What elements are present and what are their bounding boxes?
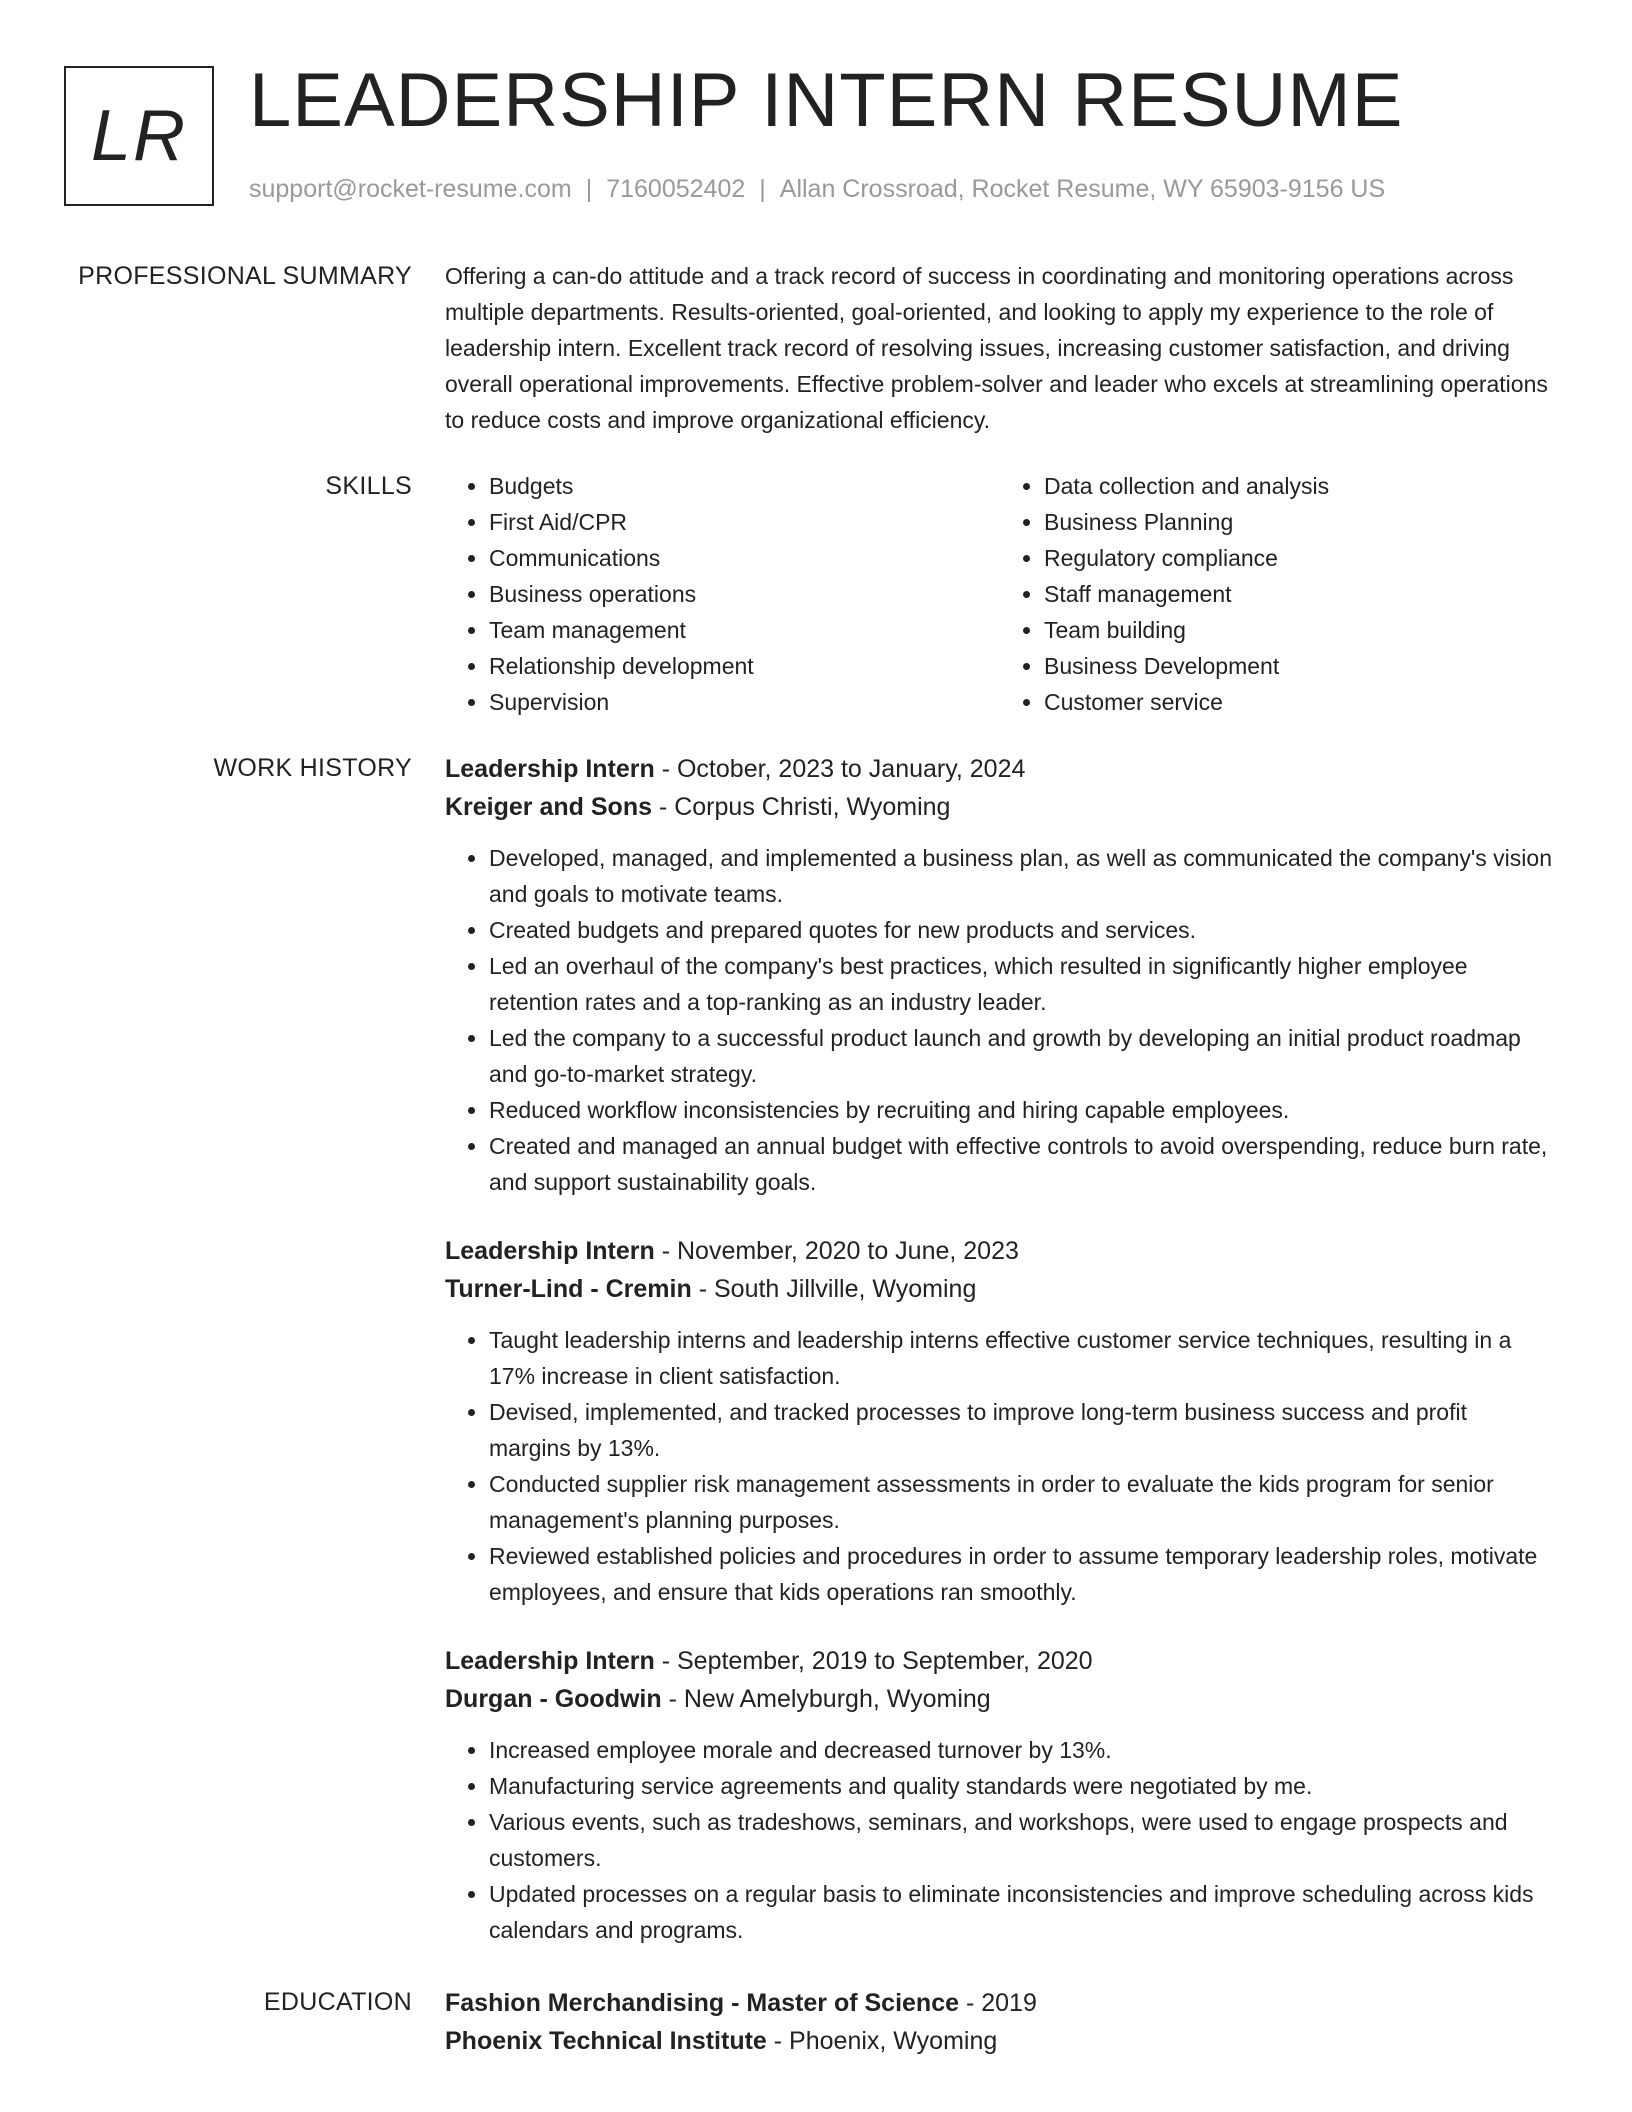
education-year: - 2019 bbox=[965, 1989, 1037, 2017]
skill-item: • Communications bbox=[489, 540, 1000, 576]
education-body bbox=[445, 1984, 1555, 2060]
skill-item: • Customer service bbox=[1044, 684, 1555, 720]
education-degree-line bbox=[445, 1984, 1555, 2022]
summary-body bbox=[445, 258, 1555, 438]
skill-item: • Supervision bbox=[489, 684, 1000, 720]
job-title-line bbox=[445, 1642, 1555, 1680]
summary-text: Offering a can-do attitude and a track record of success in coordinating and monitoring operations across multiple departments. Results-oriented, goal-oriented, and looking to apply my experience to the role of leadership intern. Excellent track record of resolving issues, increasing customer satisfaction, and driving overall operational improvements. Effective problem-solver and leader who excels at streamlining operations to reduce costs and improve organizational efficiency. bbox=[445, 263, 1548, 433]
contact-address: Allan Crossroad, Rocket Resume, WY 65903-9156 US bbox=[779, 175, 1386, 203]
skill-item: • Business Development bbox=[1044, 648, 1555, 684]
contact-separator: | bbox=[759, 175, 766, 203]
job-bullets bbox=[445, 840, 1555, 1200]
job-title-line bbox=[445, 750, 1555, 788]
education-degree: Fashion Merchandising - Master of Science bbox=[445, 1989, 960, 2017]
job-bullet: • Updated processes on a regular basis to eliminate inconsistencies and improve scheduling across kids calendars and programs. bbox=[489, 1876, 1555, 1948]
education-heading: EDUCATION bbox=[263, 1988, 412, 2016]
job-bullets bbox=[445, 1732, 1555, 1948]
job-bullet: • Reviewed established policies and procedures in order to assume temporary leadership roles, motivate employees, and ensure that kids operations ran smoothly. bbox=[489, 1538, 1555, 1610]
job-bullet: • Led an overhaul of the company's best practices, which resulted in significantly higher employee retention rates and a top-ranking as an industry leader. bbox=[489, 948, 1555, 1020]
skill-item: • Business operations bbox=[489, 576, 1000, 612]
job-company: Durgan - Goodwin bbox=[445, 1685, 662, 1713]
job-location: - Corpus Christi, Wyoming bbox=[658, 793, 951, 821]
job-dates: - September, 2019 to September, 2020 bbox=[661, 1647, 1093, 1675]
job-company-line bbox=[445, 788, 1555, 826]
job-company: Turner-Lind - Cremin bbox=[445, 1275, 692, 1303]
skill-item: • Team building bbox=[1044, 612, 1555, 648]
job-bullet: • Conducted supplier risk management assessments in order to evaluate the kids program for senior management's planning purposes. bbox=[489, 1466, 1555, 1538]
skill-item: • Staff management bbox=[1044, 576, 1555, 612]
contact-phone: 7160052402 bbox=[606, 175, 746, 203]
skill-item: • Data collection and analysis bbox=[1044, 468, 1555, 504]
skill-item: • Budgets bbox=[489, 468, 1000, 504]
skill-item: • Relationship development bbox=[489, 648, 1000, 684]
skill-item: • Regulatory compliance bbox=[1044, 540, 1555, 576]
job-company-line bbox=[445, 1680, 1555, 1718]
job-entry bbox=[445, 1642, 1555, 1948]
job-title: Leadership Intern bbox=[445, 1647, 655, 1675]
job-title-line bbox=[445, 1232, 1555, 1270]
job-bullet: • Created budgets and prepared quotes for new products and services. bbox=[489, 912, 1555, 948]
contact-separator: | bbox=[585, 175, 593, 203]
monogram-badge: LR bbox=[64, 66, 214, 206]
skill-item: • First Aid/CPR bbox=[489, 504, 1000, 540]
job-location: - South Jillville, Wyoming bbox=[698, 1275, 977, 1303]
skill-item: • Team management bbox=[489, 612, 1000, 648]
skill-item: • Business Planning bbox=[1044, 504, 1555, 540]
job-dates: - October, 2023 to January, 2024 bbox=[661, 755, 1026, 783]
skills-list-right bbox=[1000, 468, 1555, 720]
job-bullet: • Manufacturing service agreements and quality standards were negotiated by me. bbox=[489, 1768, 1555, 1804]
skills-heading: SKILLS bbox=[325, 472, 412, 500]
skills-body bbox=[445, 468, 1555, 720]
job-bullet: • Reduced workflow inconsistencies by recruiting and hiring capable employees. bbox=[489, 1092, 1555, 1128]
education-school: Phoenix Technical Institute bbox=[445, 2027, 767, 2055]
job-bullets bbox=[445, 1322, 1555, 1610]
education-location: - Phoenix, Wyoming bbox=[773, 2027, 998, 2055]
job-dates: - November, 2020 to June, 2023 bbox=[661, 1237, 1019, 1265]
job-bullet: • Taught leadership interns and leadership interns effective customer service techniques, resulting in a 17% increase in client satisfaction. bbox=[489, 1322, 1555, 1394]
job-location: - New Amelyburgh, Wyoming bbox=[668, 1685, 991, 1713]
skills-list-left bbox=[445, 468, 1000, 720]
job-entry bbox=[445, 750, 1555, 1200]
contact-line bbox=[249, 173, 1385, 205]
contact-email: support@rocket-resume.com bbox=[249, 175, 572, 203]
job-title: Leadership Intern bbox=[445, 755, 655, 783]
job-company: Kreiger and Sons bbox=[445, 793, 652, 821]
page-title: LEADERSHIP INTERN RESUME bbox=[249, 58, 1404, 143]
work-history-heading: WORK HISTORY bbox=[213, 754, 412, 782]
summary-heading: PROFESSIONAL SUMMARY bbox=[78, 262, 412, 290]
job-entry bbox=[445, 1232, 1555, 1610]
job-bullet: • Various events, such as tradeshows, seminars, and workshops, were used to engage prospects and customers. bbox=[489, 1804, 1555, 1876]
job-bullet: • Developed, managed, and implemented a business plan, as well as communicated the company's vision and goals to motivate teams. bbox=[489, 840, 1555, 912]
work-history-body bbox=[445, 750, 1555, 1980]
job-bullet: • Led the company to a successful product launch and growth by developing an initial product roadmap and go-to-market strategy. bbox=[489, 1020, 1555, 1092]
job-title: Leadership Intern bbox=[445, 1237, 655, 1265]
job-company-line bbox=[445, 1270, 1555, 1308]
job-bullet: • Increased employee morale and decreased turnover by 13%. bbox=[489, 1732, 1555, 1768]
job-bullet: • Devised, implemented, and tracked processes to improve long-term business success and profit margins by 13%. bbox=[489, 1394, 1555, 1466]
education-school-line bbox=[445, 2022, 1555, 2060]
job-bullet: • Created and managed an annual budget with effective controls to avoid overspending, reduce burn rate, and support sustainability goals. bbox=[489, 1128, 1555, 1200]
